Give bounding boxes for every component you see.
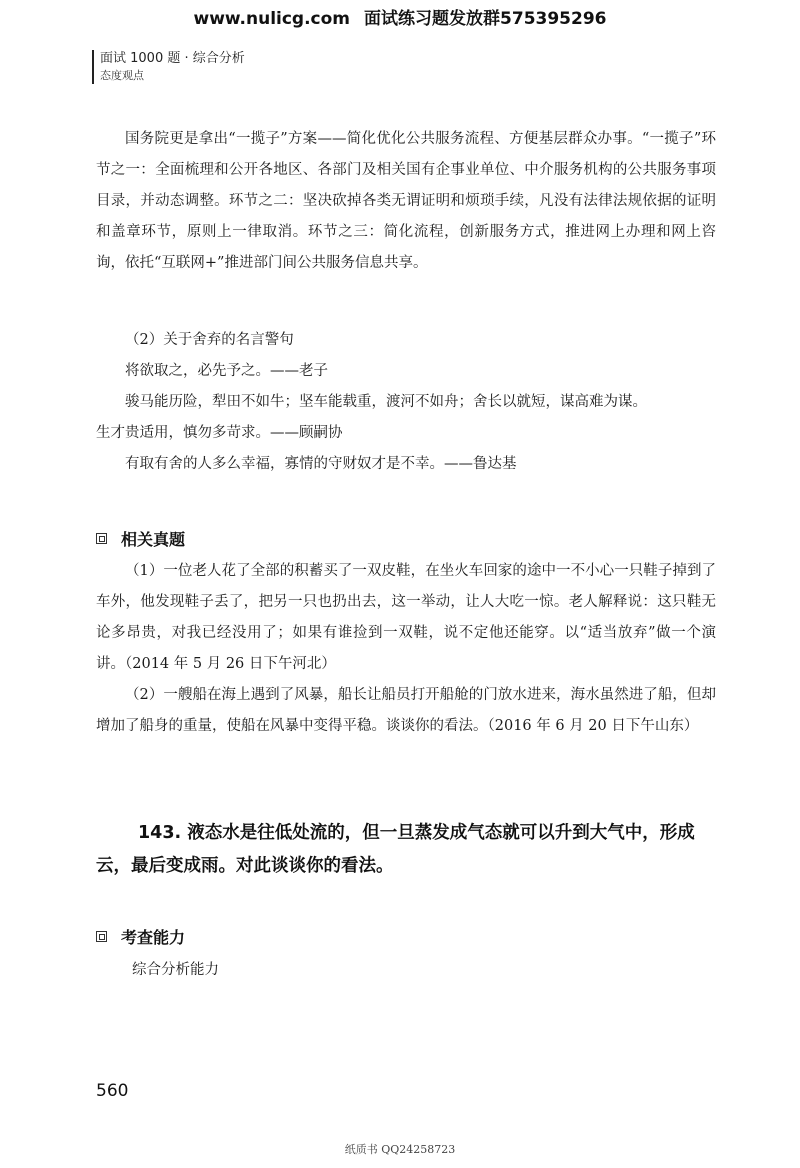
quote-gu-sixie-line1: 骏马能历险，犁田不如牛；坚车能载重，渡河不如舟；舍长以就短，谋高难为谋。: [125, 394, 647, 410]
question-143: 143. 液态水是往低处流的，但一旦蒸发成气态就可以升到大气中，形成云，最后变成雨。对此谈谈你的看法。: [96, 823, 695, 876]
related-item-1: （1）一位老人花了全部的积蓄买了一双皮鞋，在坐火车回家的途中一不小心一只鞋子掉到了车外，他发现鞋子丢了，把另一只也扔出去，这一举动，让人大吃一惊。老人解释说：这只鞋无论多昂贵，对我已经没用了；如果有谁捡到一双鞋，说不定他还能穿。以“适当放弃”做一个演讲。（2014 年 5 月 26 日下午河北）: [96, 563, 716, 672]
intro-paragraph: 国务院更是拿出“一揽子”方案——简化优化公共服务流程、方便基层群众办事。“一揽子”环节之一：全面梳理和公开各地区、各部门及相关国有企事业单位、中介服务机构的公共服务事项目录，并动态调整。环节之二：坚决砍掉各类无谓证明和烦琐手续，凡没有法律法规依据的证明和盖章环节，原则上一律取消。环节之三：简化流程，创新服务方式，推进网上办理和网上咨询，依托“互联网+”推进部门间公共服务信息共享。: [96, 131, 716, 271]
quote-rudaki: 有取有舍的人多么幸福，寡情的守财奴才是不幸。——鲁达基: [125, 456, 517, 472]
section-marker-icon: [96, 931, 107, 942]
group-notice: 面试练习题发放群575395296: [364, 9, 607, 29]
site-url: www.nulicg.com: [193, 9, 351, 29]
section-marker-icon: [96, 533, 107, 544]
footer-note: 纸质书 QQ24258723: [344, 1143, 456, 1156]
quotes-heading: （2）关于舍弃的名言警句: [125, 332, 294, 348]
quote-gu-sixie-line2: 生才贵适用，慎勿多苛求。——顾嗣协: [96, 425, 343, 441]
related-title-text: 相关真题: [121, 530, 186, 549]
running-header: [92, 50, 245, 84]
quote-laozi: 将欲取之，必先予之。——老子: [125, 363, 328, 379]
ability-section-title: [96, 925, 185, 948]
quotes-block: [96, 325, 716, 480]
ability-title-text: 考查能力: [121, 928, 186, 947]
page-number: 560: [96, 1081, 129, 1101]
ability-value: 综合分析能力: [132, 962, 219, 978]
related-items-block: [96, 556, 716, 742]
question-block: [96, 817, 716, 883]
book-section: 态度观点: [100, 69, 144, 82]
related-item-2: （2）一艘船在海上遇到了风暴，船长让船员打开船舱的门放水进来，海水虽然进了船，但却增加了船身的重量，使船在风暴中变得平稳。谈谈你的看法。（2016 年 6 月 20 日下午山东）: [96, 687, 716, 734]
intro-paragraph-block: [96, 124, 716, 279]
site-header: [0, 4, 800, 29]
book-title: 面试 1000 题 · 综合分析: [100, 51, 245, 66]
related-section-title: [96, 527, 185, 550]
